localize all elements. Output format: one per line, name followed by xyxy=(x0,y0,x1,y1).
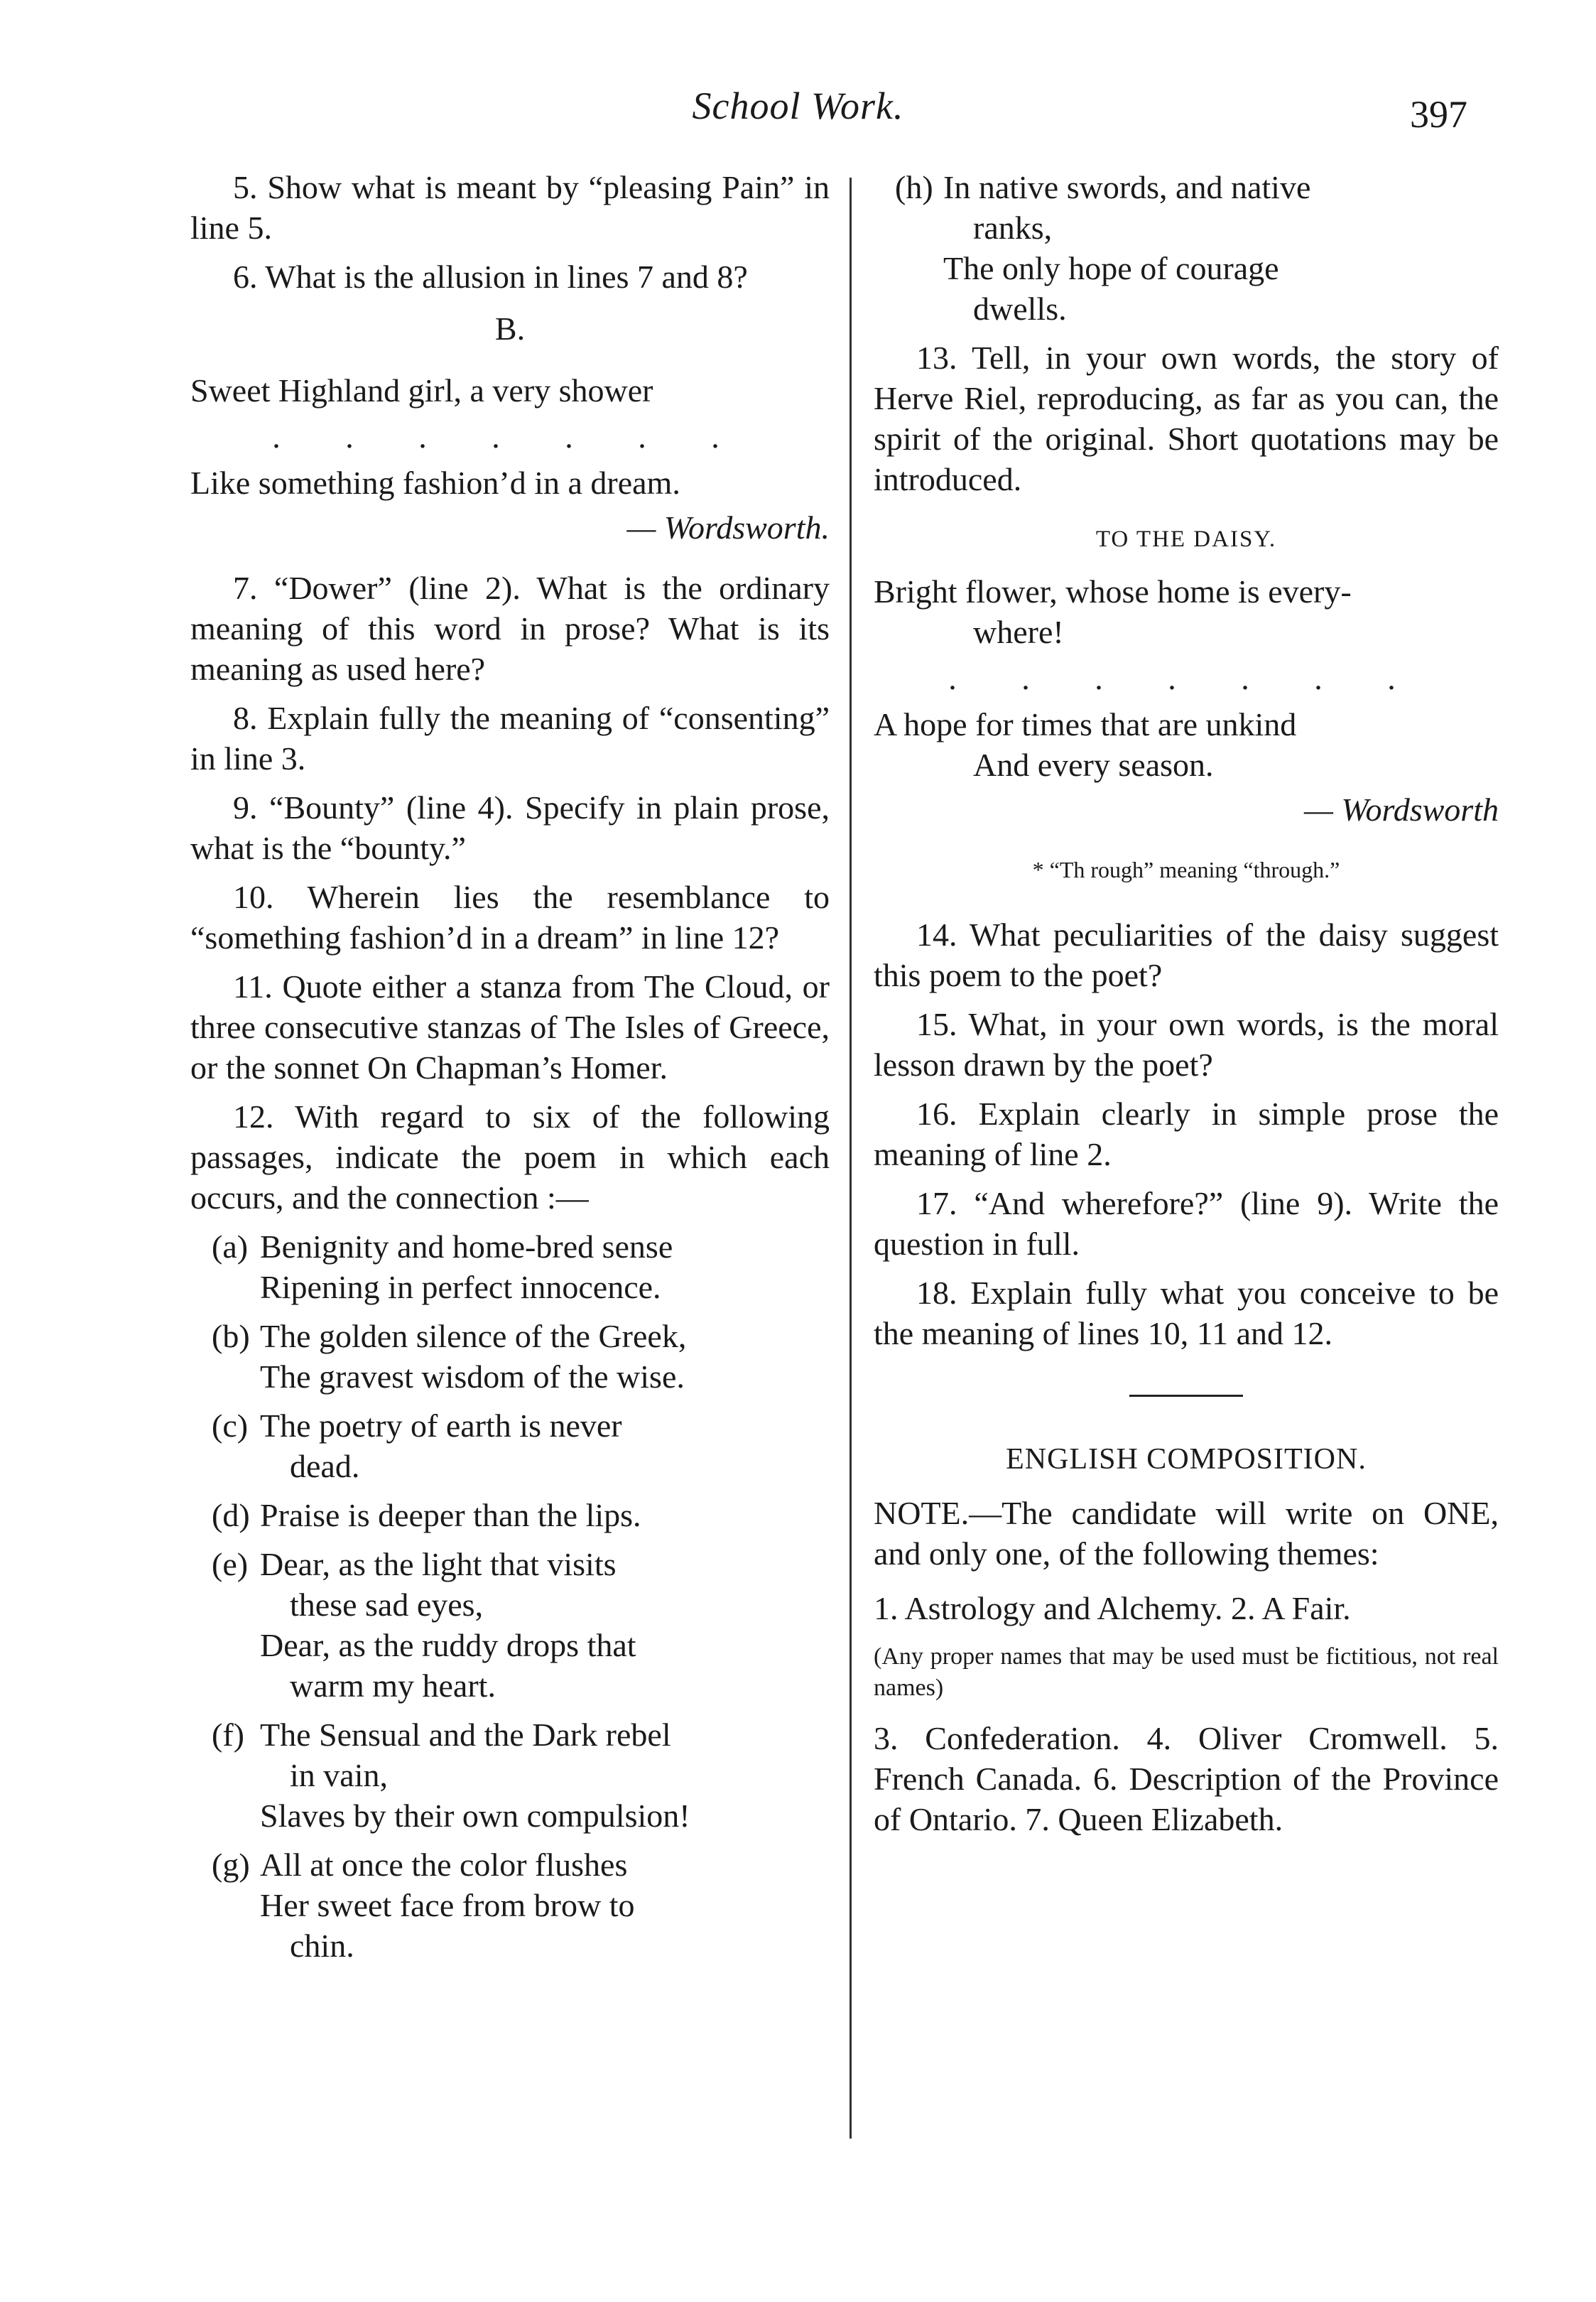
passage-d xyxy=(190,1495,830,1535)
passage-g xyxy=(190,1844,830,1966)
question-5: 5. Show what is meant by “pleasing Pain” in line 5. xyxy=(190,169,830,246)
passage-line: The poetry of earth is never xyxy=(260,1407,622,1444)
passage-line: In native swords, and native xyxy=(943,169,1311,205)
poem-line: Sweet Highland girl, a very shower xyxy=(190,372,653,409)
poem-line: And every season. xyxy=(973,747,1214,783)
question-12: 12. With regard to six of the following passages, indicate the poem in which each occurs, and the connection :— xyxy=(190,1098,830,1216)
passage-line: The golden silence of the Greek, xyxy=(260,1318,687,1354)
question-15: 15. What, in your own words, is the moral lesson drawn by the poet? xyxy=(874,1006,1499,1083)
poem-attribution: — Wordsworth. xyxy=(626,509,830,546)
passage-a xyxy=(190,1226,830,1307)
passage-label: (b) xyxy=(212,1318,250,1354)
passage-line: Ripening in perfect innocence. xyxy=(260,1269,661,1305)
passage-line: The Sensual and the Dark rebel xyxy=(260,1717,671,1753)
passage-label: (h) xyxy=(895,169,933,205)
passage-line: Her sweet face from brow to xyxy=(260,1887,635,1923)
poem-attribution: — Wordsworth xyxy=(1304,791,1499,828)
passage-line: warm my heart. xyxy=(290,1668,496,1704)
question-16: 16. Explain clearly in simple prose the meaning of line 2. xyxy=(874,1096,1499,1172)
passage-c xyxy=(190,1405,830,1486)
poem-line: where! xyxy=(973,614,1064,650)
poem-line: Like something fashion’d in a dream. xyxy=(190,465,680,501)
question-18: 18. Explain fully what you conceive to be the meaning of lines 10, 11 and 12. xyxy=(874,1275,1499,1351)
passage-line: Dear, as the light that visits xyxy=(260,1546,617,1582)
section-divider xyxy=(1129,1395,1243,1397)
section-heading: ENGLISH COMPOSITION. xyxy=(1006,1443,1367,1476)
passage-label: (c) xyxy=(212,1407,249,1444)
passage-label: (g) xyxy=(212,1847,250,1883)
poem-line: Bright flower, whose home is every- xyxy=(874,573,1352,610)
themes-list-1: 1. Astrology and Alchemy. 2. A Fair. xyxy=(874,1590,1351,1626)
names-note: (Any proper names that may be used must be fictitious, not real names) xyxy=(874,1643,1499,1701)
composition-note xyxy=(874,1493,1499,1574)
question-17: 17. “And wherefore?” (line 9). Write the question in full. xyxy=(874,1185,1499,1262)
question-13: 13. Tell, in your own words, the story of Herve Riel, reproducing, as far as you can, the spirit of the original. Short quotations may be introduced. xyxy=(874,340,1499,497)
passage-label: (d) xyxy=(212,1497,250,1533)
column-divider xyxy=(849,178,852,2139)
running-head: School Work. xyxy=(692,85,904,127)
passage-line: Dear, as the ruddy drops that xyxy=(260,1627,636,1663)
question-11: 11. Quote either a stanza from The Cloud, or three consecutive stanzas of The Isles of Greece, or the sonnet On Chapman’s Homer. xyxy=(190,968,830,1086)
section-b-heading: B. xyxy=(494,310,526,347)
poem-excerpt-daisy xyxy=(874,571,1499,830)
passage-f xyxy=(190,1714,830,1836)
note-label: NOTE. xyxy=(874,1495,970,1531)
passage-line: in vain, xyxy=(290,1757,388,1793)
passage-label: (f) xyxy=(212,1717,244,1753)
passage-line: Benignity and home-bred sense xyxy=(260,1228,673,1265)
question-6: 6. What is the allusion in lines 7 and 8? xyxy=(233,259,748,295)
poem-line: A hope for times that are unkind xyxy=(874,706,1297,742)
passage-line: The only hope of courage xyxy=(943,250,1279,286)
passage-e xyxy=(190,1544,830,1706)
question-9: 9. “Bounty” (line 4). Specify in plain prose, what is the “bounty.” xyxy=(190,789,830,866)
ellipsis-dots: . . . . . . . xyxy=(948,660,1424,696)
passage-b xyxy=(190,1316,830,1397)
themes-list-2: 3. Confederation. 4. Oliver Cromwell. 5. French Canada. 6. Description of the Province of Ontario. 7. Queen Elizabeth. xyxy=(874,1720,1499,1837)
footnote: * “Th rough” meaning “through.” xyxy=(1032,857,1340,882)
note-text: —The candidate will write on ONE, and only one, of the following themes: xyxy=(874,1495,1499,1572)
passage-line: Slaves by their own compulsion! xyxy=(260,1798,690,1834)
right-column xyxy=(874,167,1499,1852)
passage-line: chin. xyxy=(290,1928,354,1964)
passage-label: (e) xyxy=(212,1546,249,1582)
passage-line: dwells. xyxy=(973,291,1067,327)
passage-line: these sad eyes, xyxy=(290,1587,484,1623)
passage-line: Praise is deeper than the lips. xyxy=(260,1497,641,1533)
question-7: 7. “Dower” (line 2). What is the ordinary meaning of this word in prose? What is its meaning as used here? xyxy=(190,570,830,687)
poem-title: TO THE DAISY. xyxy=(1095,526,1277,552)
question-14: 14. What peculiarities of the daisy suggest this poem to the poet? xyxy=(874,917,1499,993)
question-8: 8. Explain fully the meaning of “consenting” in line 3. xyxy=(190,700,830,777)
ellipsis-dots: . . . . . . . xyxy=(272,418,748,455)
passage-line: dead. xyxy=(290,1448,360,1484)
passage-line: All at once the color flushes xyxy=(260,1847,628,1883)
question-10: 10. Wherein lies the resemblance to “something fashion’d in a dream” in line 12? xyxy=(190,879,830,956)
passage-h xyxy=(874,167,1499,329)
poem-excerpt-b xyxy=(190,370,830,548)
passage-line: The gravest wisdom of the wise. xyxy=(260,1358,685,1395)
passage-label: (a) xyxy=(212,1228,249,1265)
page-number: 397 xyxy=(1410,93,1467,136)
passage-line: ranks, xyxy=(973,210,1053,246)
left-column xyxy=(190,167,830,1974)
